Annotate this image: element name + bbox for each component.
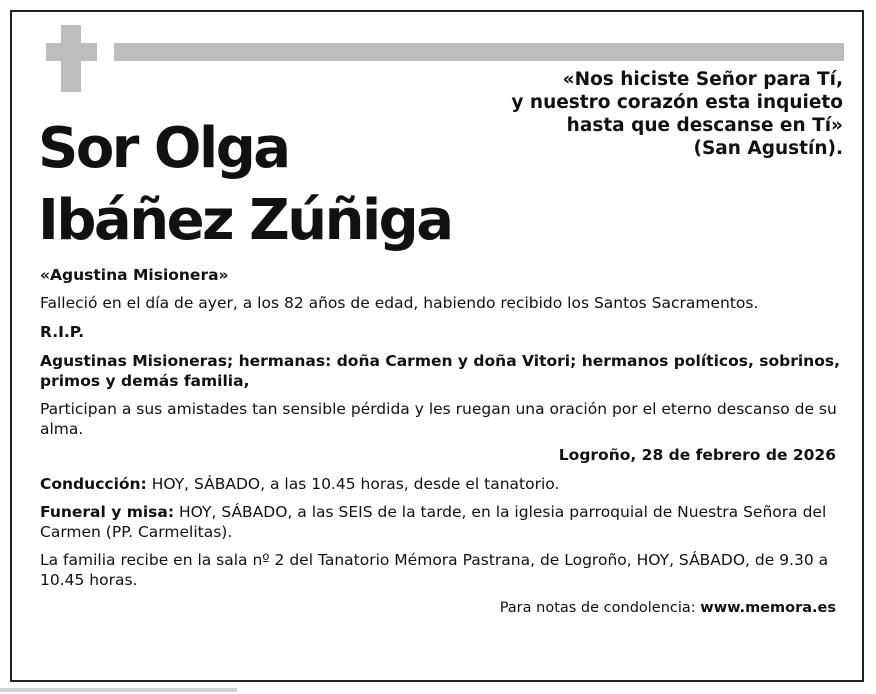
quote-line: hasta que descanse en Tí»	[566, 115, 843, 136]
death-text: Falleció en el día de ayer, a los 82 años de edad, habiendo recibido los Santos Sacramentos.	[40, 294, 759, 312]
alias: «Agustina Misionera»	[40, 266, 229, 284]
name-line-1: Sor Olga	[38, 116, 289, 181]
quote-line: y nuestro corazón esta inquieto	[511, 92, 843, 113]
rip-text: R.I.P.	[40, 323, 85, 341]
conduccion-text	[40, 474, 840, 494]
condolence-label: Para notas de condolencia:	[499, 600, 701, 616]
quote-line: «Nos hiciste Señor para Tí,	[562, 69, 843, 90]
reception-text: La familia recibe en la sala nº 2 del Tanatorio Mémora Pastrana, de Logroño, HOY, SÁBADO, de 9.30 a 10.45 horas.	[40, 551, 829, 589]
place-date: Logroño, 28 de febrero de 2026	[558, 446, 836, 464]
funeral-text	[40, 502, 840, 542]
name-line-2: Ibáñez Zúñiga	[38, 188, 452, 253]
family-text: Agustinas Misioneras; hermanas: doña Carmen y doña Vitori; hermanos políticos, sobrinos, primos y demás familia,	[40, 352, 840, 390]
funeral-detail: HOY, SÁBADO, a las SEIS de la tarde, en la iglesia parroquial de Nuestra Señora del Carmen (PP. Carmelitas).	[40, 503, 827, 541]
obituary-body	[40, 265, 840, 618]
participan-text: Participan a sus amistades tan sensible pérdida y les ruegan una oración por el eterno descanso de su alma.	[40, 400, 837, 438]
conduccion-label: Conducción:	[40, 475, 147, 493]
deceased-name	[38, 113, 452, 257]
funeral-label: Funeral y misa:	[40, 503, 175, 521]
conduccion-detail: HOY, SÁBADO, a las 10.45 horas, desde el tanatorio.	[146, 475, 560, 493]
condolence-note	[40, 598, 840, 618]
page-edge-line	[0, 688, 237, 692]
header-bar	[114, 43, 844, 61]
epitaph-quote	[423, 68, 843, 160]
cross-icon-arm	[46, 43, 97, 61]
condolence-link[interactable]: www.memora.es	[700, 600, 836, 616]
quote-line: (San Agustín).	[693, 138, 843, 159]
